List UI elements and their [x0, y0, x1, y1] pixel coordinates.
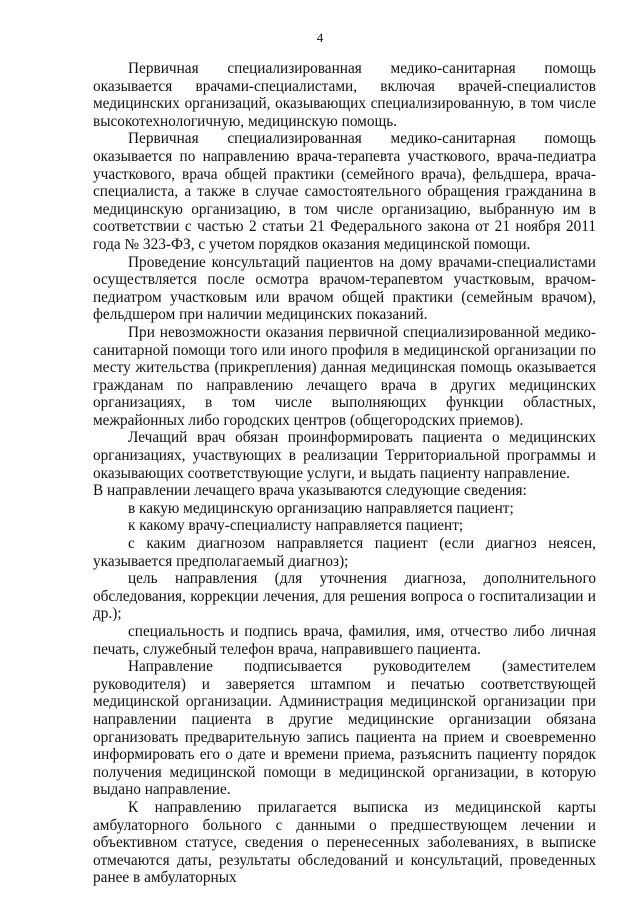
- paragraph: Лечащий врач обязан проинформировать пациента о медицинских организациях, участвующих в реализации Территориальной программы и оказывающих соответствующие услуги, и выдать пациенту направление.: [93, 429, 596, 482]
- list-item: в какую медицинскую организацию направляется пациент;: [128, 499, 514, 517]
- paragraph: Направление подписывается руководителем (заместителем руководителя) и заверяется штампом и печатью соответствующей медицинской организации. Администрация медицинской организации при направлении пациента в другие медицинские организации обязана организовать предварительную запись пациента на прием и своевременно информировать его о дате и времени приема, разъяснить пациенту порядок получения медицинской помощи в медицинской организации, в которую выдано направление.: [93, 658, 596, 799]
- paragraph: Проведение консультаций пациентов на дому врачами-специалистами осуществляется после осмотра врачом-терапевтом участковым, врачом-педиатром участковым или врачом общей практики (семейным врачом), фельдшером при наличии медицинских показаний.: [93, 253, 596, 324]
- page-number: 4: [316, 30, 324, 45]
- paragraph: В направлении лечащего врача указываются следующие сведения:: [93, 482, 527, 500]
- paragraph: К направлению прилагается выписка из медицинской карты амбулаторного больного с данными о предшествующем лечении и объективном статусе, сведения о перенесенных заболеваниях, в выписке отмечаются даты, результаты обследований и консультаций, проведенных ранее в амбулаторных: [93, 798, 596, 887]
- paragraph: Первичная специализированная медико-санитарная помощь оказывается по направлению врача-терапевта участкового, врача-педиатра участкового, врача общей практики (семейного врача), фельдшера, врача-специалиста, а также в случае самостоятельного обращения гражданина в медицинскую организацию, в том числе организацию, выбранную им в соответствии с частью 2 статьи 21 Федерального закона от 21 ноября 2011 года № 323-ФЗ, с учетом порядков оказания медицинской помощи.: [93, 130, 596, 253]
- document-body: [93, 60, 596, 887]
- paragraph: При невозможности оказания первичной специализированной медико-санитарной помощи того или иного профиля в медицинской организации по месту жительства (прикрепления) данная медицинская помощь оказывается гражданам по направлению лечащего врача в других медицинских организациях, в том числе выполняющих функции областных, межрайонных либо городских центров (общегородских приемов).: [93, 323, 596, 429]
- list-item: специальность и подпись врача, фамилия, имя, отчество либо личная печать, служебный телефон врача, направившего пациента.: [93, 623, 596, 658]
- paragraph: Первичная специализированная медико-санитарная помощь оказывается врачами-специалистами, включая врачей-специалистов медицинских организаций, оказывающих специализированную, в том числе высокотехнологичную, медицинскую помощь.: [93, 60, 596, 130]
- list-item: цель направления (для уточнения диагноза, дополнительного обследования, коррекции лечения, для решения вопроса о госпитализации и др.);: [93, 570, 596, 623]
- list-item: с каким диагнозом направляется пациент (если диагноз неясен, указывается предполагаемый диагноз);: [93, 535, 596, 570]
- list-item: к какому врачу-специалисту направляется пациент;: [128, 517, 464, 535]
